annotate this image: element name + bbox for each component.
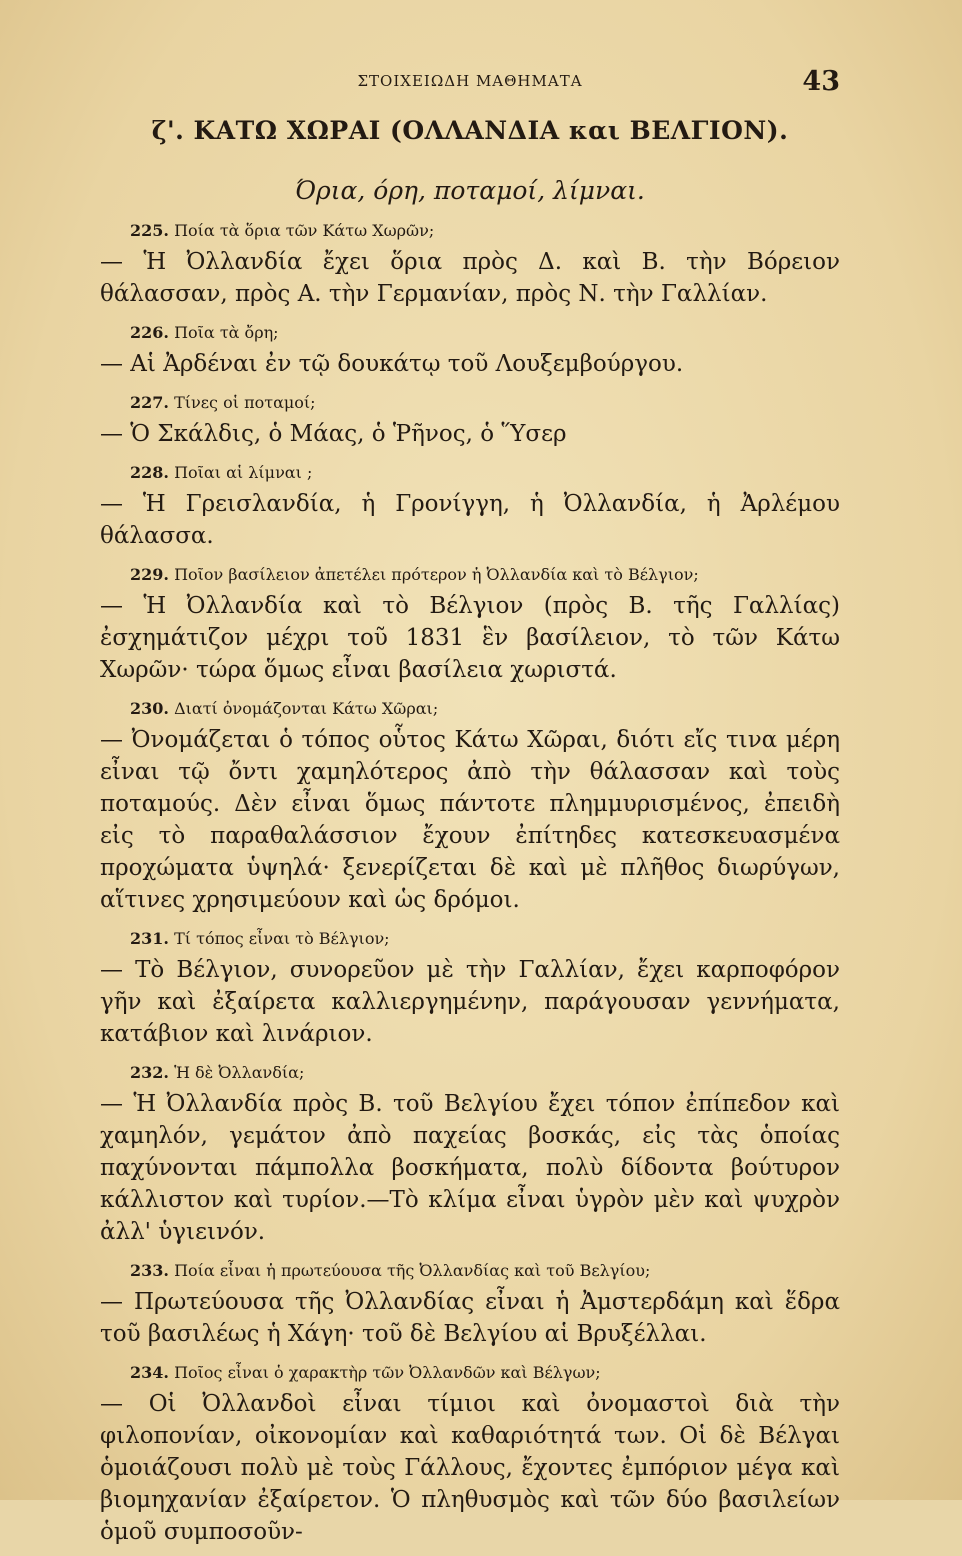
- question-number: 225.: [130, 221, 169, 240]
- answer-text: — Ἡ Ὀλλανδία ἔχει ὅρια πρὸς Δ. καὶ Β. τὴν Βόρειον θάλασσαν, πρὸς Α. τὴν Γερμανίαν, πρὸς Ν. τὴν Γαλλίαν.: [100, 249, 840, 307]
- running-title: ΣΤΟΙΧΕΙΩΔΗ ΜΑΘΗΜΑΤΑ: [357, 72, 583, 90]
- answer-text: — Αἱ Ἀρδέναι ἐν τῷ δουκάτῳ τοῦ Λουξεμβούργου.: [100, 351, 684, 377]
- answer-text: — Ὁ Σκάλδις, ὁ Μάας, ὁ Ῥῆνος, ὁ Ὕσερ: [100, 421, 567, 447]
- answer-text: — Ὀνομάζεται ὁ τόπος οὗτος Κάτω Χῶραι, διότι εἴς τινα μέρη εἶναι τῷ ὄντι χαμηλότερος ἀπὸ τὴν θάλασσαν καὶ τοὺς ποταμούς. Δὲν εἶναι ὅμως πάντοτε πλημμυρισμένος, ἐπειδὴ εἰς τὸ παραθαλάσσιον ἔχουν ἐπίτηδες κατεσκευασμένα προχώματα ὑψηλά· ξενερίζεται δὲ καὶ μὲ πλῆθος διωρύγων, αἵτινες χρησιμεύουν καὶ ὡς δρόμοι.: [100, 727, 840, 913]
- question-line: [100, 694, 840, 724]
- question-number: 229.: [130, 565, 169, 584]
- question-line: [100, 1358, 840, 1388]
- question-text: Ποῖαι αἱ λίμναι ;: [174, 463, 313, 482]
- question-number: 228.: [130, 463, 169, 482]
- answer-paragraph: [100, 348, 840, 380]
- question-text: Τί τόπος εἶναι τὸ Βέλγιον;: [174, 929, 390, 948]
- question-text: Ποῖος εἶναι ὁ χαρακτὴρ τῶν Ὀλλανδῶν καὶ Βέλγων;: [174, 1363, 601, 1382]
- answer-text: — Ἡ Ὀλλανδία καὶ τὸ Βέλγιον (πρὸς Β. τῆς Γαλλίας) ἐσχημάτιζον μέχρι τοῦ 1831 ἓν βασίλειον, τὸ τῶν Κάτω Χωρῶν· τώρα ὅμως εἶναι βασίλεια χωριστά.: [100, 593, 840, 683]
- running-head: [100, 66, 840, 100]
- question-line: [100, 388, 840, 418]
- answer-paragraph: [100, 418, 840, 450]
- qa-list: [100, 216, 840, 1556]
- question-line: [100, 318, 840, 348]
- question-number: 232.: [130, 1063, 169, 1082]
- answer-paragraph: [100, 246, 840, 310]
- question-text: Ποῖον βασίλειον ἀπετέλει πρότερον ἡ Ὀλλανδία καὶ τὸ Βέλγιον;: [174, 565, 699, 584]
- question-text: Ποῖα τὰ ὄρη;: [174, 323, 279, 342]
- question-text: Ἡ δὲ Ὀλλανδία;: [174, 1063, 305, 1082]
- answer-text: — Τὸ Βέλγιον, συνορεῦον μὲ τὴν Γαλλίαν, ἔχει καρποφόρον γῆν καὶ ἐξαίρετα καλλιεργημένην, παράγουσαν γεννήματα, κατάβιον καὶ λινάριον.: [100, 957, 840, 1047]
- question-text: Τίνες οἱ ποταμοί;: [174, 393, 316, 412]
- question-number: 233.: [130, 1261, 169, 1280]
- question-text: Διατί ὀνομάζονται Κάτω Χῶραι;: [174, 699, 439, 718]
- question-line: [100, 924, 840, 954]
- answer-paragraph: [100, 954, 840, 1050]
- answer-text: — Ἡ Ὀλλανδία πρὸς Β. τοῦ Βελγίου ἔχει τόπον ἐπίπεδον καὶ χαμηλόν, γεμάτον ἀπὸ παχείας βοσκάς, εἰς τὰς ὁποίας παχύνονται πάμπολλα βοσκήματα, πολὺ δίδοντα βούτυρον κάλλιστον καὶ τυρίον.—Τὸ κλίμα εἶναι ὑγρὸν μὲν καὶ ψυχρὸν ἀλλ' ὑγιεινόν.: [100, 1091, 840, 1245]
- question-text: Ποία εἶναι ἡ πρωτεύουσα τῆς Ὀλλανδίας καὶ τοῦ Βελγίου;: [174, 1261, 651, 1280]
- question-number: 231.: [130, 929, 169, 948]
- chapter-title: ζ'. ΚΑΤΩ ΧΩΡΑΙ (ΟΛΛΑΝΔΙΑ και ΒΕΛΓΙΟΝ).: [151, 116, 789, 145]
- question-line: [100, 560, 840, 590]
- answer-paragraph: [100, 590, 840, 686]
- answer-text: — Πρωτεύουσα τῆς Ὀλλανδίας εἶναι ἡ Ἀμστερδάμη καὶ ἕδρα τοῦ βασιλέως ἡ Χάγη· τοῦ δὲ Βελγίου αἱ Βρυξέλλαι.: [100, 1289, 840, 1347]
- answer-paragraph: [100, 488, 840, 552]
- question-number: 230.: [130, 699, 169, 718]
- answer-text: — Ἡ Γρεισλανδία, ἡ Γρονίγγη, ἡ Ὀλλανδία, ἡ Ἀρλέμου θάλασσα.: [100, 491, 840, 549]
- answer-paragraph: [100, 1388, 840, 1548]
- question-number: 226.: [130, 323, 169, 342]
- question-line: [100, 216, 840, 246]
- section-subtitle: Όρια, όρη, ποταμοί, λίμναι.: [295, 176, 645, 205]
- answer-text: — Οἱ Ὀλλανδοὶ εἶναι τίμιοι καὶ ὀνομαστοὶ διὰ τὴν φιλοπονίαν, οἰκονομίαν καὶ καθαριότητά των. Οἱ δὲ Βέλγαι ὁμοιάζουσι πολὺ μὲ τοὺς Γάλλους, ἔχοντες ἐμπόριον μέγα καὶ βιομηχανίαν ἐξαίρετον. Ὁ πληθυσμὸς καὶ τῶν δύο βασιλείων ὁμοῦ συμποσοῦν-: [100, 1391, 840, 1545]
- question-number: 227.: [130, 393, 169, 412]
- question-text: Ποία τὰ ὅρια τῶν Κάτω Χωρῶν;: [174, 221, 435, 240]
- answer-paragraph: [100, 724, 840, 916]
- answer-paragraph: [100, 1088, 840, 1248]
- answer-paragraph: [100, 1286, 840, 1350]
- page-number: 43: [802, 66, 840, 97]
- question-line: [100, 1058, 840, 1088]
- question-number: 234.: [130, 1363, 169, 1382]
- question-line: [100, 1256, 840, 1286]
- question-line: [100, 458, 840, 488]
